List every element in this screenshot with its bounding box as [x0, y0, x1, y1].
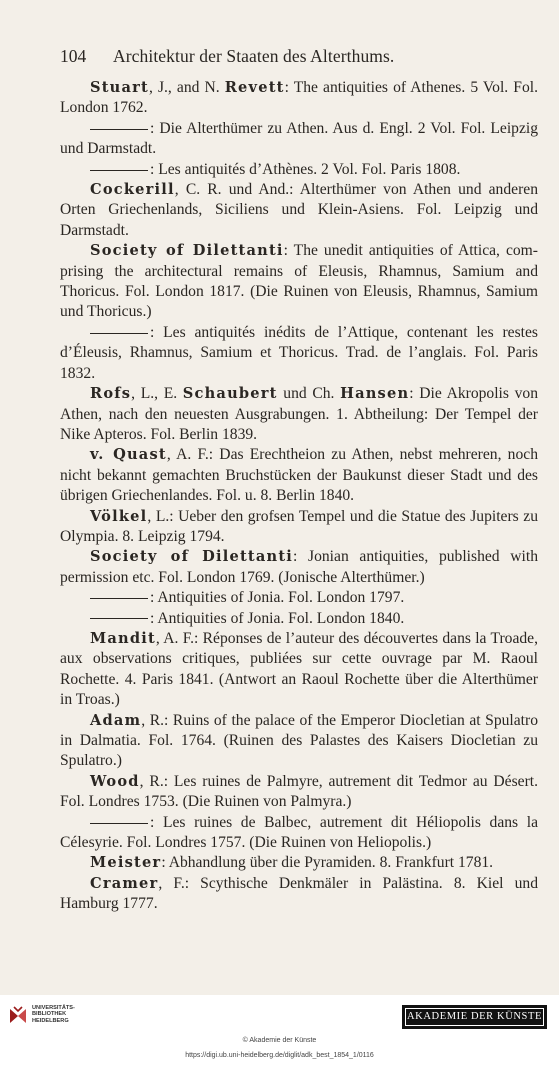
entry-text: : Abhandlung über die Pyramiden. 8. Frankfurt 1781.	[161, 854, 494, 872]
bibliography-entry	[60, 119, 538, 160]
ditto-dash	[90, 170, 148, 171]
entry-text: , A. F.: Das Erechtheion zu Athen, nebst mehreren, noch nicht bekannt gemachten Bruchstücken der Baukunst dieser Stadt und des übrigen Griechenlandes. Fol. u. 8. Berlin 1840.	[60, 446, 538, 505]
ditto-dash	[90, 823, 148, 824]
entry-text: , L., E.	[131, 385, 183, 403]
entry-text: , C. R. und And.: Alterthümer von Athen und anderen Orten Griechenlands, Siciliens und Klein-Asiens. Fol. Leipzig und Darmstadt.	[60, 181, 538, 239]
entry-text: : Les ruines de Balbec, autrement dit Héliopolis dans la Célesyrie. Fol. Londres 1757. (Die Ruinen von Heliopolis.)	[60, 813, 538, 852]
library-name-line3: HEIDELBERG	[32, 1017, 69, 1024]
university-library-logo[interactable]	[6, 1004, 96, 1030]
bibliography-entry	[60, 78, 538, 119]
author-name: Stuart	[90, 79, 149, 96]
page-number: 104	[60, 46, 87, 66]
library-name-line1: UNIVERSITÄTS-	[32, 1005, 75, 1011]
ditto-dash	[90, 618, 148, 619]
author-name: Hansen	[340, 385, 410, 403]
ditto-dash	[90, 129, 148, 130]
bibliography-text	[60, 78, 538, 915]
akademie-der-kuenste-logo[interactable]: AKADEMIE DER KÜNSTE	[402, 1005, 547, 1029]
bibliography-entry	[60, 323, 538, 384]
author-name: Wood	[90, 772, 140, 790]
copyright-notice: © Akademie der Künste	[242, 1037, 317, 1044]
entry-text: , L.: Ueber den grofsen Tempel und die Statue des Jupiters zu Olympia. 8. Leipzig 1794.	[60, 507, 538, 545]
bibliography-entry	[60, 384, 538, 445]
bibliography-entry	[60, 507, 538, 548]
entry-text: : Les antiquités d’Athènes. 2 Vol. Fol. Paris 1808.	[150, 160, 461, 178]
author-name: v. Quast	[90, 446, 167, 464]
author-name: Cramer	[90, 874, 159, 892]
entry-text: : Antiquities of Jonia. Fol. London 1797.	[150, 589, 405, 607]
author-name: Meister	[90, 854, 162, 872]
author-name: Society of Dilettanti	[90, 242, 284, 260]
entry-text: , F.: Scythische Denkmäler in Palästina. 8. Kiel und Hamburg 1777.	[60, 874, 538, 913]
ditto-dash	[90, 333, 148, 334]
bibliography-entry	[60, 874, 538, 915]
bibliography-entry	[60, 547, 538, 588]
entry-text: : The antiquities of Athenes. 5 Vol. Fol. London 1762.	[60, 79, 538, 117]
page-header	[60, 46, 492, 70]
entry-text: und Ch.	[277, 385, 341, 403]
ditto-dash	[90, 598, 148, 599]
entry-text: , R.: Les ruines de Palmyre, autrement dit Tedmor au Désert. Fol. Londres 1753. (Die Ruinen von Palmyra.)	[60, 772, 538, 811]
entry-text: : Die Alterthümer zu Athen. Aus d. Engl. 2 Vol. Fol. Leipzig und Darmstadt.	[60, 119, 538, 158]
author-name: Rofs	[90, 385, 132, 403]
entry-text: : The unedit antiquities of Attica, comprising the architectural remains of Eleusis, Rhamnus, Samium and Thoricus. Fol. London 1817. (Die Ruinen von Eleusis, Rhamnus, Samium und Thoricus.)	[60, 242, 538, 321]
author-name: Mandit	[90, 629, 156, 647]
author-name: Völkel	[90, 507, 148, 525]
entry-text: : Jonian antiquities, published with permission etc. Fol. London 1769. (Jonische Alterthümer.)	[60, 548, 538, 586]
bibliography-entry	[60, 711, 538, 772]
author-name: Cockerill	[90, 181, 175, 199]
bibliography-entry	[60, 629, 538, 711]
entry-text: : Die Akropolis von Athen, nach den neuesten Ausgrabungen. 1. Abtheilung: Der Tempel der Nike Apteros. Fol. Berlin 1839.	[60, 385, 538, 443]
entry-text: , R.: Ruins of the palace of the Emperor Diocletian at Spulatro in Dalmatia. Fol. 1764. (Ruinen des Palastes des Kaisers Diocletian zu Spulatro.)	[60, 711, 538, 770]
bibliography-entry	[60, 772, 538, 813]
bibliography-entry	[60, 180, 538, 241]
bibliography-entry	[60, 609, 538, 629]
author-name: Revett	[224, 79, 285, 96]
author-name: Schaubert	[182, 385, 278, 403]
library-emblem-icon	[6, 1004, 30, 1028]
bibliography-entry	[60, 813, 538, 854]
entry-text: , J., and N.	[148, 79, 225, 96]
source-url[interactable]: https://digi.ub.uni-heidelberg.de/diglit/adk_best_1854_1/0116	[185, 1052, 374, 1059]
author-name: Adam	[90, 711, 142, 729]
bibliography-entry	[60, 160, 538, 180]
author-name: Society of Dilettanti	[90, 548, 294, 566]
library-name-line2: BIBLIOTHEK	[32, 1011, 67, 1018]
bibliography-entry	[60, 853, 538, 873]
entry-text: , A. F.: Réponses de l’auteur des découvertes dans la Troade, aux observations critiques, publiées sur cette ouvrage par M. Raoul Rochette. 4. Paris 1841. (Antwort an Raoul Rochette über die Alterthümer in Troas.)	[60, 629, 538, 709]
bibliography-entry	[60, 241, 538, 323]
running-title: Architektur der Staaten des Alterthums.	[113, 46, 395, 66]
bibliography-entry	[60, 445, 538, 506]
entry-text: : Antiquities of Jonia. Fol. London 1840.	[150, 609, 405, 627]
bibliography-entry	[60, 588, 538, 608]
entry-text: : Les antiquités inédits de l’Attique, contenant les restes d’Éleusis, Rhamnus, Samium et Thoricus. Trad. de l’anglais. Fol. Paris 1832.	[60, 323, 538, 382]
